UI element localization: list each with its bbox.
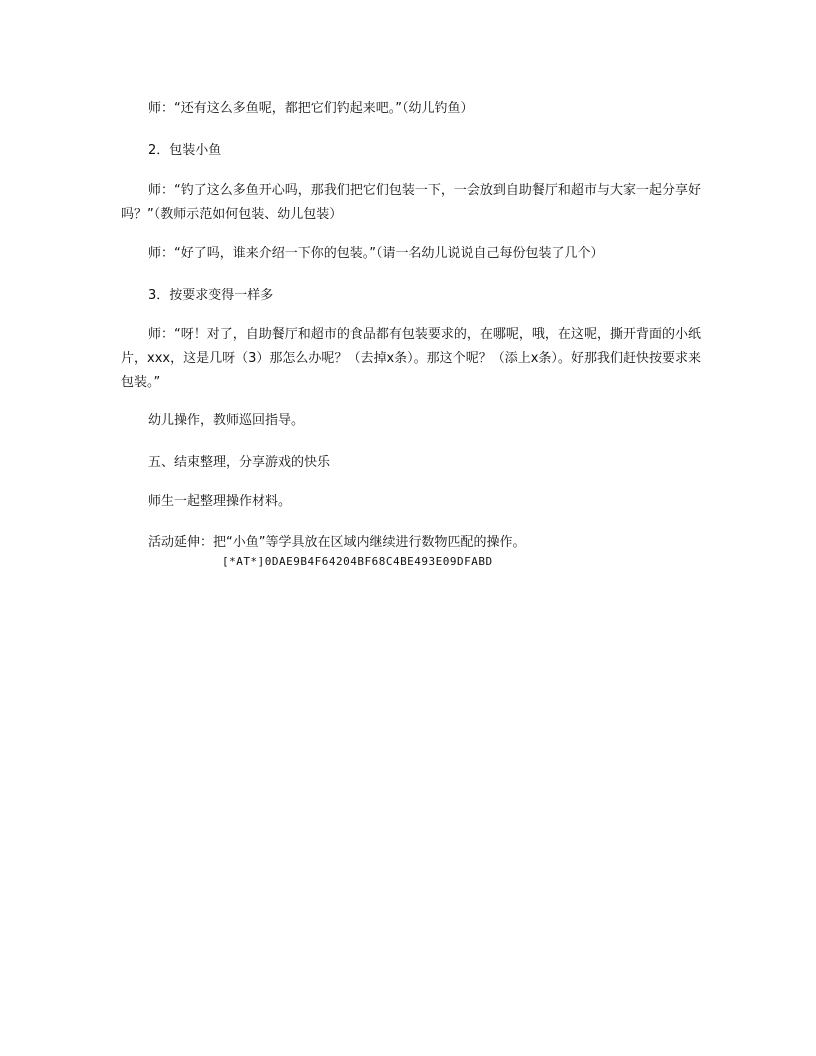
heading-section-five: 五、结束整理，分享游戏的快乐: [148, 455, 331, 470]
paragraph-teacher-package: 师：“钓了这么多鱼开心吗，那我们把它们包装一下，一会放到自助餐厅和超市与大家一起分享好吗？”（教师示范如何包装、幼儿包装）: [121, 183, 701, 222]
paragraph-teacher-requirements: 师：“呀！对了，自助餐厅和超市的食品都有包装要求的，在哪呢，哦，在这呢，撕开背面的小纸片，xxx，这是几呀（3）那怎么办呢？（去掉x条）。那这个呢？（添上x条）。好那我们赶快按要求来包装。”: [121, 327, 701, 390]
paragraph-children-operate: 幼儿操作，教师巡回指导。: [148, 413, 305, 428]
heading-package-fish: 2．包装小鱼: [148, 143, 222, 158]
document-code: [*AT*]0DAE9B4F64204BF68C4BE493E09DFABD: [222, 555, 493, 568]
paragraph-extension: 活动延伸：把“小鱼”等学具放在区域内继续进行数物匹配的操作。: [148, 535, 526, 550]
heading-equalize: 3．按要求变得一样多: [148, 288, 274, 303]
paragraph-teacher-fishing: 师：“还有这么多鱼呢，都把它们钓起来吧。”（幼儿钓鱼）: [148, 101, 474, 116]
paragraph-cleanup: 师生一起整理操作材料。: [148, 494, 292, 509]
paragraph-teacher-introduce: 师：“好了吗，谁来介绍一下你的包装。”（请一名幼儿说说自己每份包装了几个）: [148, 246, 604, 261]
